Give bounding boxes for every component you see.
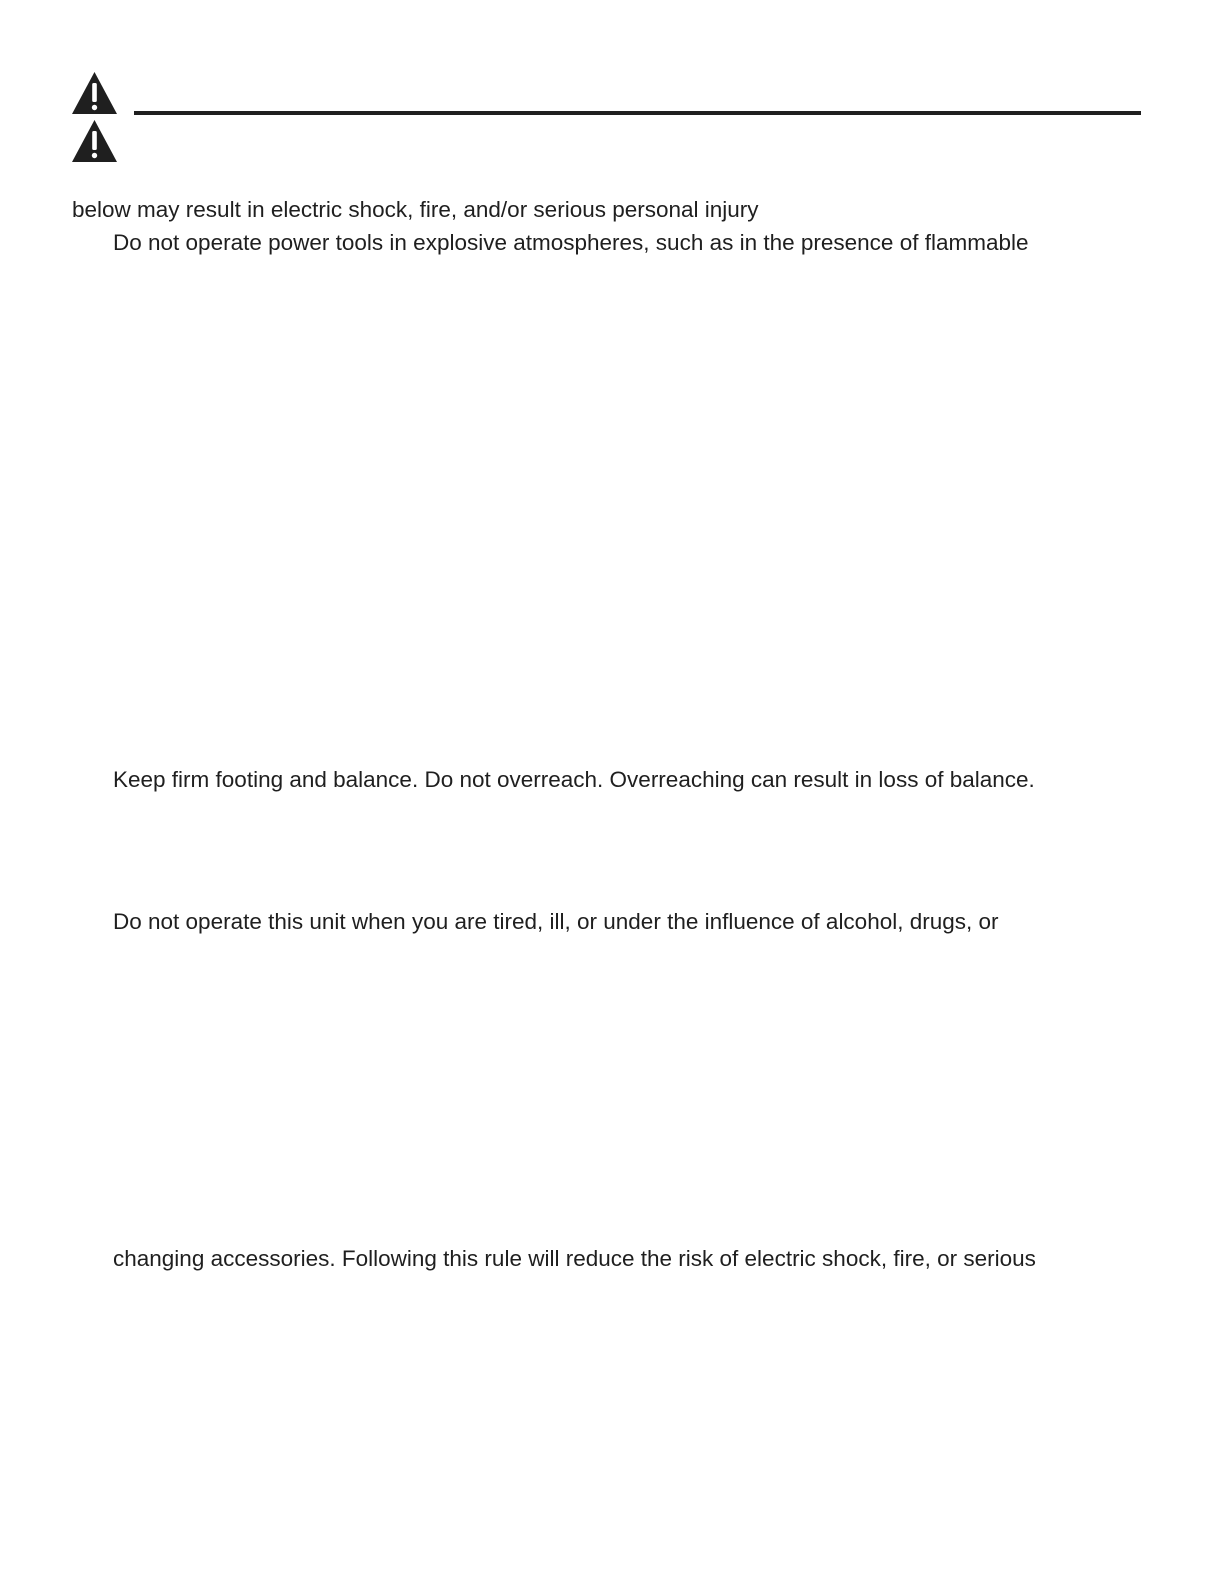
safety-rule-line: Do not operate this unit when you are tired, ill, or under the influence of alcohol, drugs, or <box>113 909 999 934</box>
safety-rule-line: changing accessories. Following this rule will reduce the risk of electric shock, fire, or serious <box>113 1246 1036 1271</box>
safety-rule-line: Do not operate power tools in explosive atmospheres, such as in the presence of flammable <box>113 230 1029 255</box>
safety-rule-line: Keep firm footing and balance. Do not overreach. Overreaching can result in loss of balance. <box>113 767 1035 792</box>
header-rule <box>134 111 1141 115</box>
intro-text: below may result in electric shock, fire, and/or serious personal injury <box>72 197 759 222</box>
warning-triangle-icon <box>71 119 118 163</box>
warning-triangle-icon <box>71 71 118 115</box>
